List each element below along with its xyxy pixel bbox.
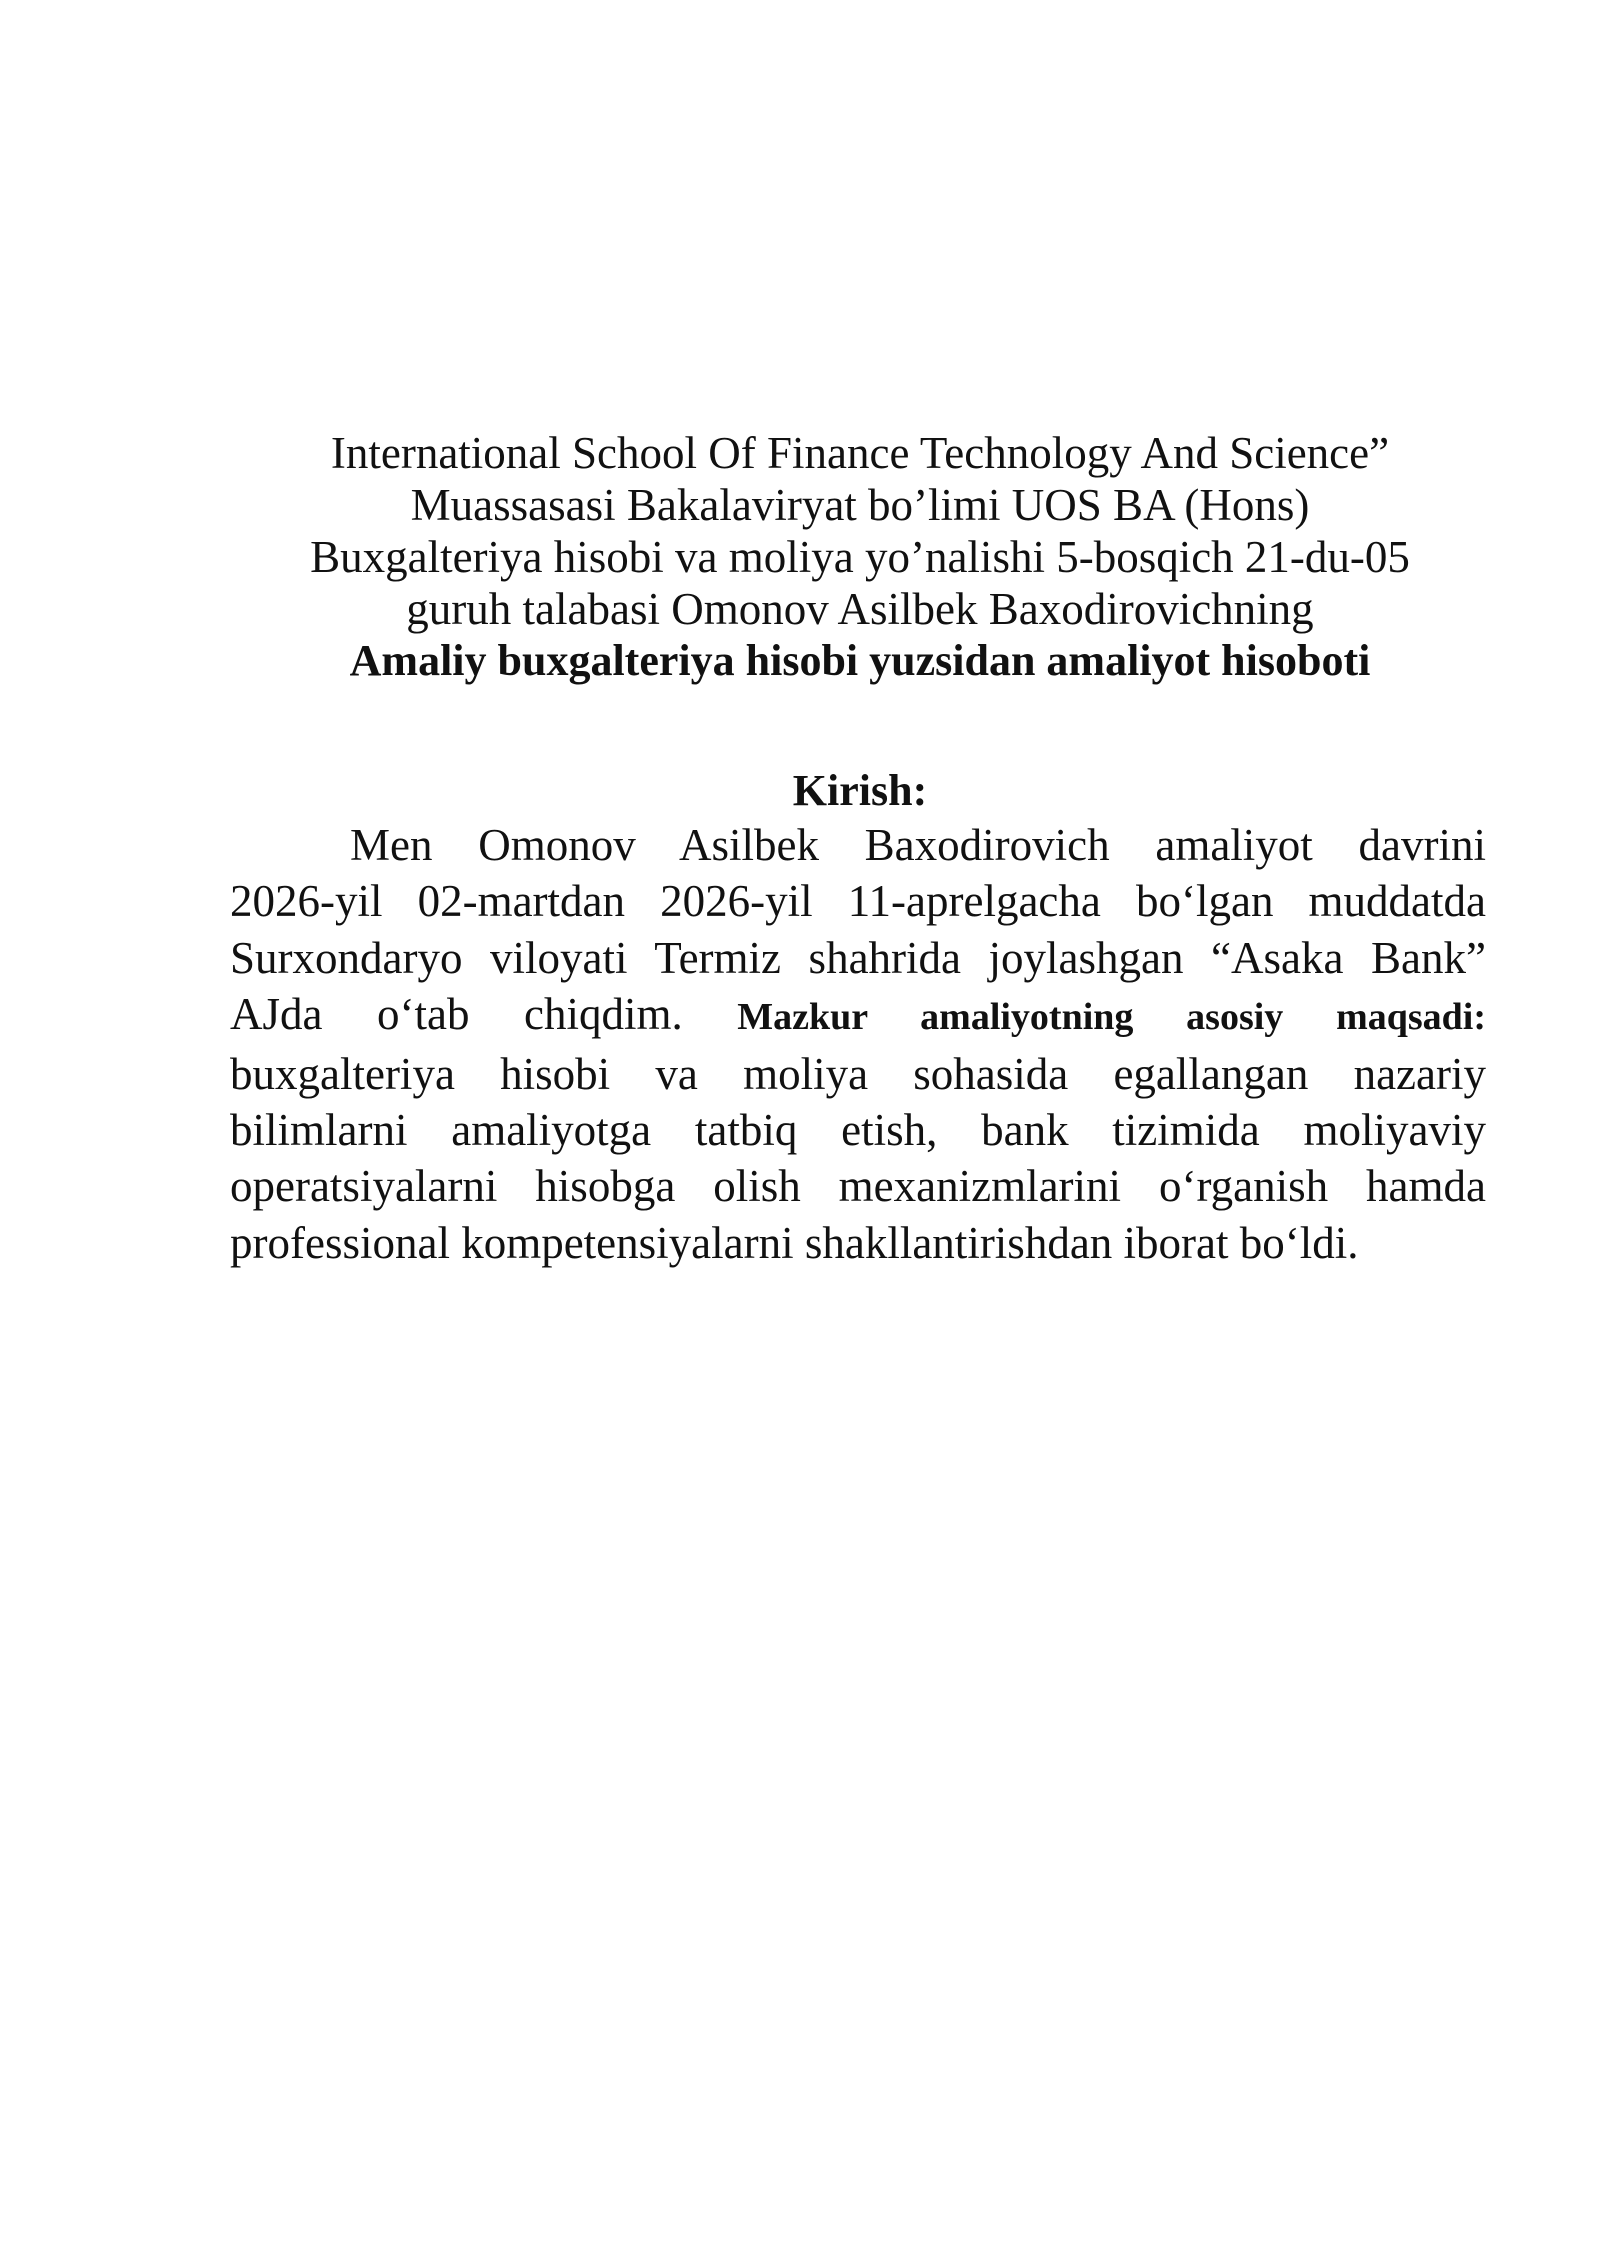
student-line: guruh talabasi Omonov Asilbek Baxodirovichning [406,584,1314,634]
intro-heading: Kirish: [792,766,928,815]
paragraph-line: buxgalteriya hisobi va moliya sohasida egallangan nazariy [230,1048,1486,1099]
paragraph-line: operatsiyalarni hisobga olish mexanizmlarini o‘rganish hamda [230,1161,1486,1212]
institution-name: International School Of Finance Technology And Science” [330,428,1390,478]
report-header [160,427,1560,687]
paragraph-line: AJda o‘tab chiqdim. [230,989,683,1040]
paragraph-line-with-emphasis [230,986,1486,1045]
paragraph-line: Men Omonov Asilbek Baxodirovich amaliyot davrini [350,820,1486,870]
report-title: Amaliy buxgalteriya hisobi yuzsidan amaliyot hisoboti [349,636,1371,685]
program-line: Buxgalteriya hisobi va moliya yo’nalishi 5-bosqich 21-du-05 [310,532,1410,582]
intro-paragraph [230,817,1486,1271]
purpose-label: Mazkur amaliyotning asosiy maqsadi: [737,996,1486,1039]
department-line: Muassasasi Bakalaviryat bo’limi UOS BA (Hons) [410,480,1310,530]
paragraph-line: professional kompetensiyalarni shakllantirishdan iborat bo‘ldi. [230,1217,1359,1268]
paragraph-line: Surxondaryo viloyati Termiz shahrida joylashgan “Asaka Bank” [230,932,1486,983]
paragraph-line: 2026-yil 02-martdan 2026-yil 11-aprelgacha bo‘lgan muddatda [230,876,1486,927]
paragraph-line: bilimlarni amaliyotga tatbiq etish, bank tizimida moliyaviy [230,1105,1486,1156]
